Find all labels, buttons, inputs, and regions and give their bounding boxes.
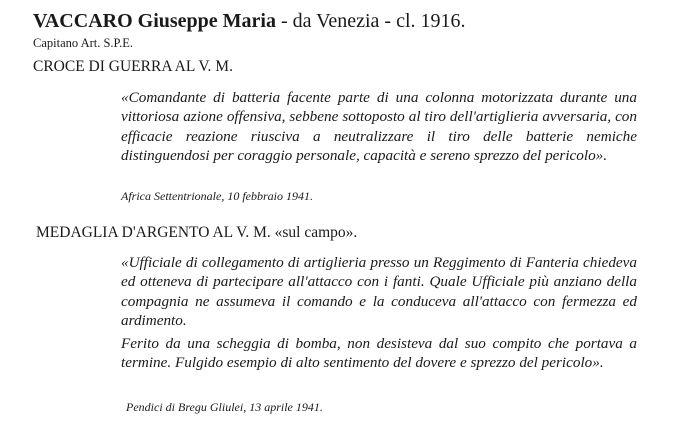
person-heading bbox=[33, 9, 466, 33]
motivation-paragraph: «Ufficiale di collegamento di artiglieria presso un Reggimento di Fanteria chiedeva ed otteneva di partecipare all'attacco con i fanti. Quale Ufficiale più anziano della compagnia ne assumeva il comando e la conduceva all'attacco con fermezza ed ardimento. bbox=[121, 254, 637, 329]
place-date-croce: Africa Settentrionale, 10 febbraio 1941. bbox=[121, 189, 313, 203]
motivation-medaglia bbox=[121, 253, 637, 373]
motivation-paragraph: «Comandante di batteria facente parte di una colonna motorizzata durante una vittoriosa azione offensiva, sebbene sottoposto al tiro dell'artiglieria avversaria, con efficacie reazione riusciva a neutralizzare il tiro delle batterie nemiche distinguendosi per coraggio personale, capacità e sereno sprezzo del pericolo». bbox=[121, 89, 637, 164]
person-rank: Capitano Art. S.P.E. bbox=[33, 36, 134, 50]
award-title-croce: CROCE DI GUERRA AL V. M. bbox=[33, 58, 233, 75]
person-origin: - da Venezia - cl. 1916. bbox=[275, 10, 466, 32]
motivation-paragraph: Ferito da una scheggia di bomba, non desisteva dal suo compito che portava a termine. Fulgido esempio di alto sentimento del dovere e sprezzo del pericolo». bbox=[121, 335, 637, 372]
person-name: VACCARO Giuseppe Maria bbox=[33, 10, 276, 32]
motivation-croce bbox=[121, 88, 637, 165]
place-date-medaglia: Pendici di Bregu Gliulei, 13 aprile 1941. bbox=[126, 400, 323, 414]
award-title-medaglia: MEDAGLIA D'ARGENTO AL V. M. «sul campo». bbox=[36, 224, 358, 241]
